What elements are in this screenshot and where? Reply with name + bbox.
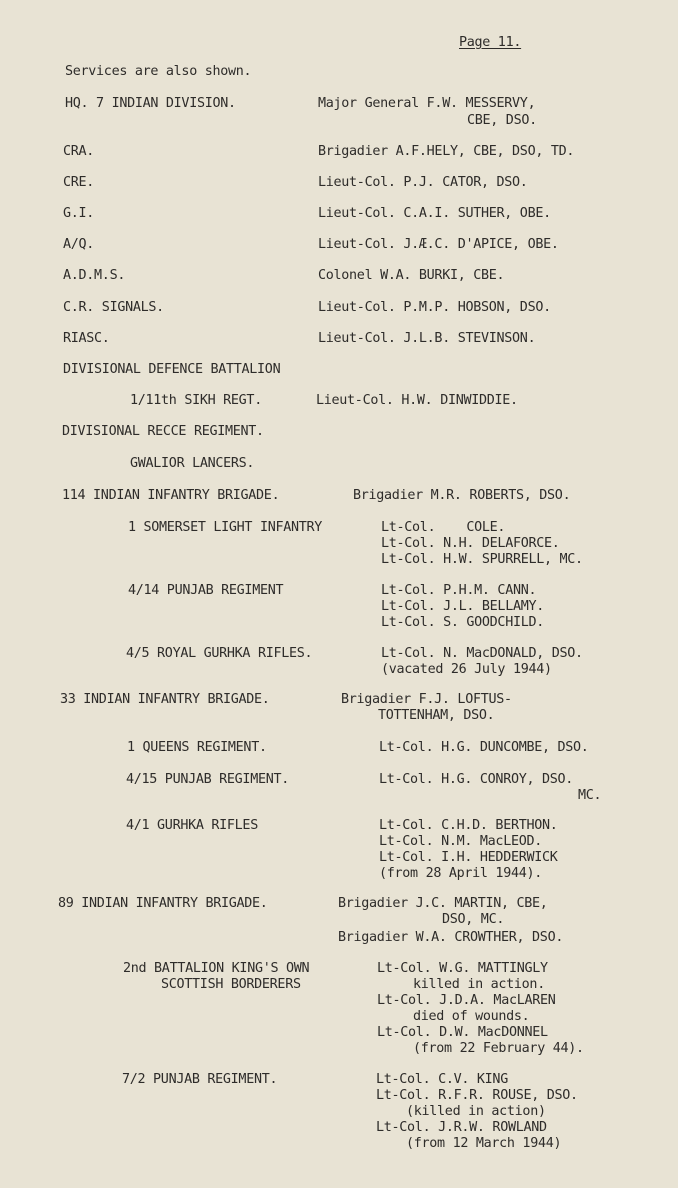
hq-label: HQ. 7 INDIAN DIVISION. [65, 96, 236, 111]
commander-note: killed in action. [413, 977, 545, 992]
unit-name: 4/1 GURHKA RIFLES [126, 818, 258, 833]
unit-name: 2nd BATTALION KING'S OWN [123, 961, 310, 976]
commander-note: (from 22 February 44). [413, 1041, 584, 1056]
staff-role: CRA. [63, 144, 95, 159]
commander-line: Lt-Col. H.W. SPURRELL, MC. [381, 552, 583, 567]
intro-text: Services are also shown. [65, 64, 252, 79]
commander-note: (killed in action) [406, 1104, 546, 1119]
commander-line: Lt-Col. I.H. HEDDERWICK [379, 850, 558, 865]
commander-line: Lt-Col. W.G. MATTINGLY [377, 961, 548, 976]
commander-line: Lt-Col. J.R.W. ROWLAND [376, 1120, 547, 1135]
commander-line: Lt-Col. J.L. BELLAMY. [381, 599, 544, 614]
staff-holder: Lieut-Col. P.J. CATOR, DSO. [318, 175, 528, 190]
unit-name: 1 SOMERSET LIGHT INFANTRY [128, 520, 323, 535]
commander-line: Lt-Col. C.H.D. BERTHON. [379, 818, 558, 833]
staff-role: RIASC. [63, 331, 110, 346]
recce-unit: GWALIOR LANCERS. [130, 456, 255, 471]
brigade-commander-cont: TOTTENHAM, DSO. [378, 708, 495, 723]
unit-name: 4/15 PUNJAB REGIMENT. [126, 772, 289, 787]
brigade-commander: Brigadier J.C. MARTIN, CBE, [338, 896, 548, 911]
commander-line: Lt-Col. C.V. KING [376, 1072, 508, 1087]
staff-role: G.I. [63, 206, 95, 221]
defence-heading: DIVISIONAL DEFENCE BATTALION [63, 362, 281, 377]
brigade-commander-2: Brigadier W.A. CROWTHER, DSO. [338, 930, 564, 945]
commander-line: Lt-Col. D.W. MacDONNEL [377, 1025, 548, 1040]
staff-holder: Lieut-Col. C.A.I. SUTHER, OBE. [318, 206, 551, 221]
staff-role: A.D.M.S. [63, 268, 126, 283]
commander-line: Lt-Col. COLE. [381, 520, 506, 535]
commander-note: died of wounds. [413, 1009, 530, 1024]
commander-line: Lt-Col. N.M. MacLEOD. [379, 834, 542, 849]
staff-role: CRE. [63, 175, 95, 190]
commander-line: Lt-Col. H.G. CONROY, DSO. [379, 772, 574, 787]
defence-unit: 1/11th SIKH REGT. [130, 393, 262, 408]
commander-line: Lt-Col. H.G. DUNCOMBE, DSO. [379, 740, 589, 755]
brigade-name: 114 INDIAN INFANTRY BRIGADE. [62, 488, 280, 503]
recce-heading: DIVISIONAL RECCE REGIMENT. [62, 424, 264, 439]
unit-name: 4/5 ROYAL GURHKA RIFLES. [126, 646, 313, 661]
brigade-commander-cont: DSO, MC. [442, 912, 505, 927]
staff-role: A/Q. [63, 237, 95, 252]
commander-line: Lt-Col. P.H.M. CANN. [381, 583, 537, 598]
staff-holder: Lieut-Col. P.M.P. HOBSON, DSO. [318, 300, 551, 315]
unit-name: 4/14 PUNJAB REGIMENT [128, 583, 284, 598]
unit-name-cont: SCOTTISH BORDERERS [161, 977, 301, 992]
unit-name: 1 QUEENS REGIMENT. [127, 740, 267, 755]
commander-line: Lt-Col. S. GOODCHILD. [381, 615, 544, 630]
brigade-name: 33 INDIAN INFANTRY BRIGADE. [60, 692, 270, 707]
commander-line: Lt-Col. N. MacDONALD, DSO. [381, 646, 583, 661]
page-number: Page 11. [459, 35, 522, 50]
defence-commander: Lieut-Col. H.W. DINWIDDIE. [316, 393, 518, 408]
staff-holder: Brigadier A.F.HELY, CBE, DSO, TD. [318, 144, 575, 159]
staff-holder: Colonel W.A. BURKI, CBE. [318, 268, 505, 283]
staff-holder: Lieut-Col. J.Æ.C. D'APICE, OBE. [318, 237, 559, 252]
staff-role: C.R. SIGNALS. [63, 300, 164, 315]
brigade-name: 89 INDIAN INFANTRY BRIGADE. [58, 896, 268, 911]
commander-note: (from 12 March 1944) [406, 1136, 562, 1151]
staff-holder: Lieut-Col. J.L.B. STEVINSON. [318, 331, 536, 346]
commander-line: (from 28 April 1944). [379, 866, 542, 881]
hq-commander-honours: CBE, DSO. [467, 113, 537, 128]
commander-line: Lt-Col. J.D.A. MacLAREN [377, 993, 556, 1008]
commander-line: Lt-Col. N.H. DELAFORCE. [381, 536, 560, 551]
unit-name: 7/2 PUNJAB REGIMENT. [122, 1072, 278, 1087]
commander-line: MC. [578, 788, 602, 803]
brigade-commander: Brigadier M.R. ROBERTS, DSO. [353, 488, 571, 503]
brigade-commander: Brigadier F.J. LOFTUS- [341, 692, 512, 707]
commander-line: Lt-Col. R.F.R. ROUSE, DSO. [376, 1088, 578, 1103]
commander-line: (vacated 26 July 1944) [381, 662, 552, 677]
hq-commander: Major General F.W. MESSERVY, [318, 96, 536, 111]
